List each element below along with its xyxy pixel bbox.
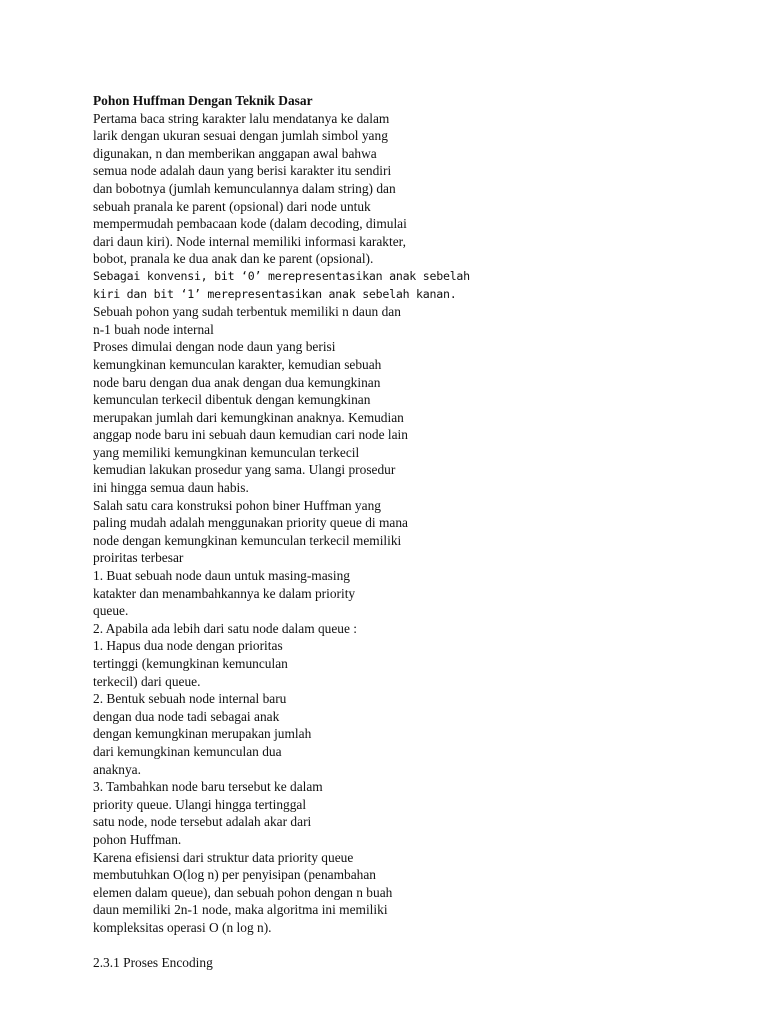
list-item: katakter dan menambahkannya ke dalam priority [93, 585, 356, 601]
paragraph-line: yang memiliki kemungkinan kemunculan terkecil [93, 444, 360, 460]
paragraph-line: digunakan, n dan memberikan anggapan awal bahwa [93, 145, 377, 161]
list-item: priority queue. Ulangi hingga tertinggal [93, 796, 307, 812]
list-item: queue. [93, 603, 129, 619]
paragraph-line: bobot, pranala ke dua anak dan ke parent (opsional). [93, 251, 374, 267]
spacer [93, 937, 473, 955]
paragraph-line: mempermudah pembacaan kode (dalam decoding, dimulai [93, 216, 407, 232]
paragraph-line: Pertama baca string karakter lalu mendatanya ke dalam [93, 110, 390, 126]
paragraph-line: Salah satu cara konstruksi pohon biner Huffman yang [93, 497, 381, 513]
paragraph-line: node baru dengan dua anak dengan dua kemungkinan [93, 374, 381, 390]
document-page [93, 92, 473, 972]
paragraph-line: Proses dimulai dengan node daun yang berisi [93, 339, 336, 355]
paragraph-line: node dengan kemungkinan kemunculan terkecil memiliki [93, 532, 402, 548]
list-item: 2. Apabila ada lebih dari satu node dalam queue : [93, 620, 358, 636]
list-item: terkecil) dari queue. [93, 673, 201, 689]
list-item: 1. Buat sebuah node daun untuk masing-masing [93, 568, 350, 584]
paragraph-line: ini hingga semua daun habis. [93, 480, 249, 496]
paragraph-line: elemen dalam queue), dan sebuah pohon dengan n buah [93, 884, 393, 900]
paragraph-line: kemungkinan kemunculan karakter, kemudian sebuah [93, 356, 382, 372]
paragraph-line: Karena efisiensi dari struktur data priority queue [93, 849, 354, 865]
list-item: anaknya. [93, 761, 141, 777]
paragraph-line: Sebuah pohon yang sudah terbentuk memiliki n daun dan [93, 304, 401, 320]
paragraph-line: kemunculan terkecil dibentuk dengan kemungkinan [93, 392, 371, 408]
list-item: tertinggi (kemungkinan kemunculan [93, 656, 288, 671]
list-item: 3. Tambahkan node baru tersebut ke dalam [93, 779, 323, 795]
paragraph-line: merupakan jumlah dari kemungkinan anaknya. Kemudian [93, 409, 404, 425]
list-item: satu node, node tersebut adalah akar dari [93, 814, 312, 830]
convention-line: kiri dan bit ‘1’ merepresentasikan anak sebelah kanan. [93, 286, 457, 301]
list-item: 1. Hapus dua node dengan prioritas [93, 638, 283, 654]
paragraph-line: proiritas terbesar [93, 550, 184, 566]
paragraph-line: anggap node baru ini sebuah daun kemudian cari node lain [93, 427, 408, 443]
paragraph-line: sebuah pranala ke parent (opsional) dari node untuk [93, 198, 371, 214]
paragraph-line: dan bobotnya (jumlah kemunculannya dalam string) dan [93, 180, 396, 196]
paragraph-line: daun memiliki 2n-1 node, maka algoritma ini memiliki [93, 902, 388, 918]
paragraph-line: kemudian lakukan prosedur yang sama. Ulangi prosedur [93, 462, 396, 478]
list-item: dengan kemungkinan merupakan jumlah [93, 726, 312, 742]
paragraph-line: paling mudah adalah menggunakan priority queue di mana [93, 515, 408, 531]
paragraph-line: semua node adalah daun yang berisi karakter itu sendiri [93, 163, 392, 179]
list-item: dengan dua node tadi sebagai anak [93, 708, 280, 724]
document-title: Pohon Huffman Dengan Teknik Dasar [93, 93, 313, 108]
list-item: dari kemungkinan kemunculan dua [93, 743, 282, 759]
list-item: 2. Bentuk sebuah node internal baru [93, 691, 287, 707]
convention-line: Sebagai konvensi, bit ‘0’ merepresentasikan anak sebelah [93, 268, 470, 283]
paragraph-line: n-1 buah node internal [93, 321, 214, 337]
section-heading: 2.3.1 Proses Encoding [93, 955, 213, 971]
paragraph-line: kompleksitas operasi O (n log n). [93, 919, 272, 935]
paragraph-line: dari daun kiri). Node internal memiliki informasi karakter, [93, 233, 406, 249]
paragraph-line: larik dengan ukuran sesuai dengan jumlah simbol yang [93, 128, 388, 144]
list-item: pohon Huffman. [93, 831, 182, 847]
paragraph-line: membutuhkan O(log n) per penyisipan (penambahan [93, 867, 376, 883]
